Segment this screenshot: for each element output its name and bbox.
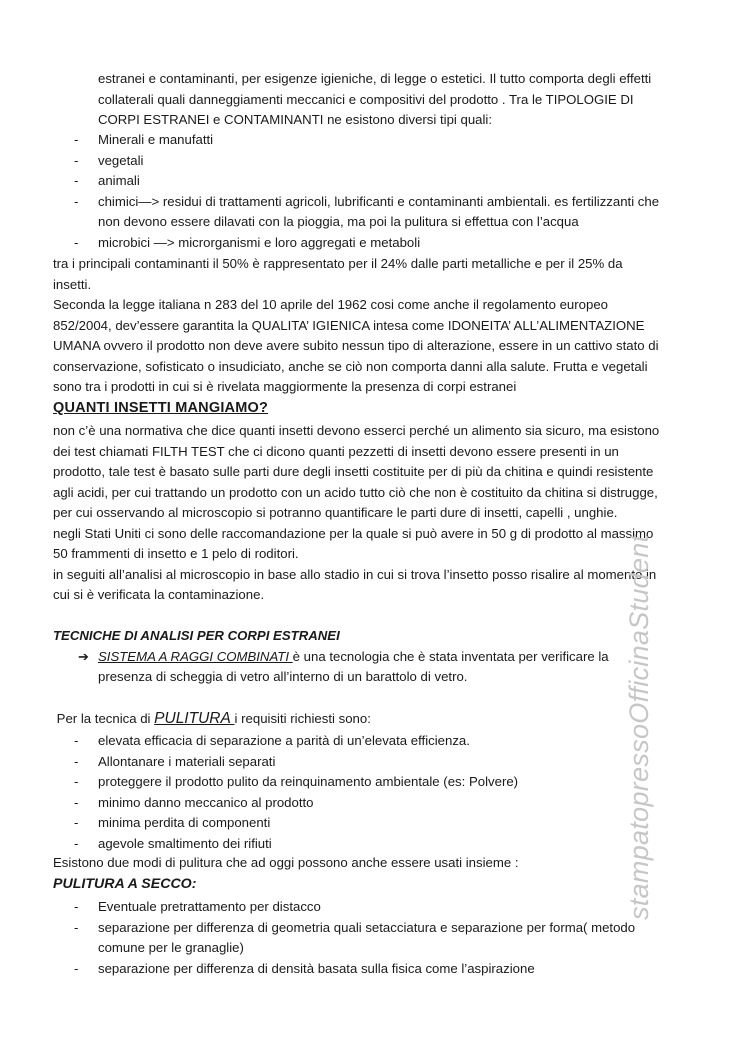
list-item: minimo danno meccanico al prodotto xyxy=(98,794,314,810)
paragraph-line: UMANA ovvero il prodotto non deve avere subito nessun tipo di alterazione, essere in un cattivo stato di xyxy=(53,338,659,353)
list-bullet: - xyxy=(74,234,79,250)
list-item: separazione per differenza di densità basata sulla fisica come l’aspirazione xyxy=(98,960,535,976)
arrow-item-line xyxy=(98,647,609,668)
paragraph-line: dei test chiamati FILTH TEST che ci dicono quanti pezzetti di insetti devono essere presenti in un xyxy=(53,443,619,459)
pulitura-intro-text: i requisiti richiesti sono: xyxy=(234,711,371,726)
list-item: chimici—> residui di trattamenti agricoli, lubrificanti e contaminanti ambientali. es fertilizzanti che xyxy=(98,193,660,209)
paragraph-line: prodotto, tale test è basato sulle parti dure degli insetti costituite per di più da chitina e quindi resistente xyxy=(53,464,654,479)
paragraph-line: in seguiti all’analisi al microscopio in base allo stadio in cui si trova l’insetto posso risalire al momento in xyxy=(53,566,657,582)
arrow-item-text: è una tecnologia che è stata inventata per verificare la xyxy=(292,649,609,664)
section-heading-tecniche: TECNICHE DI ANALISI PER CORPI ESTRANEI xyxy=(53,628,340,643)
list-item: vegetali xyxy=(98,152,144,168)
list-item: Eventuale pretrattamento per distacco xyxy=(98,899,321,914)
list-bullet: - xyxy=(74,173,79,188)
list-bullet: - xyxy=(74,960,79,976)
list-bullet: - xyxy=(74,733,79,748)
paragraph-line: insetti. xyxy=(53,276,92,292)
list-item: separazione per differenza di geometria quali setacciatura e separazione per forma( metodo xyxy=(98,919,636,935)
paragraph-line: tra i principali contaminanti il 50% è rappresentato per il 24% dalle parti metalliche e per il 25% da xyxy=(53,256,623,271)
intro-line: estranei e contaminanti, per esigenze igieniche, di legge o estetici. Il tutto comporta degli effetti xyxy=(98,71,652,86)
list-item: agevole smaltimento dei rifiuti xyxy=(98,835,272,851)
paragraph-line: Seconda la legge italiana n 283 del 10 aprile del 1962 cosi come anche il regolamento europeo xyxy=(53,297,608,312)
paragraph-line: per cui osservando al microscopio si potranno quantificare le parti dure di insetti, capelli , unghie. xyxy=(53,505,618,520)
paragraph-line: sono tra i prodotti in cui si è rivelata maggiormente la presenza di corpi estranei xyxy=(53,379,517,394)
arrow-item-line: presenza di scheggia di vetro all’interno di un barattolo di vetro. xyxy=(98,669,468,684)
paragraph-line: Esistono due modi di pulitura che ad oggi possono anche essere usati insieme : xyxy=(53,855,519,870)
arrow-bullet-icon: ➔ xyxy=(78,649,89,664)
list-bullet: - xyxy=(74,919,79,935)
list-item: non devono essere dilavati con la pioggia, ma poi la pulitura si effettua con l’acqua xyxy=(98,214,579,229)
list-bullet: - xyxy=(74,152,79,168)
arrow-item-term: SISTEMA A RAGGI COMBINATI xyxy=(98,649,293,664)
paragraph-line: negli Stati Uniti ci sono delle raccomandazione per la quale si può avere in 50 g di prodotto al massimo xyxy=(53,525,654,541)
list-bullet: - xyxy=(74,132,79,147)
list-bullet: - xyxy=(74,753,79,769)
list-item: elevata efficacia di separazione a parità di un’elevata efficienza. xyxy=(98,733,470,748)
list-bullet: - xyxy=(74,815,79,830)
paragraph-line: agli acidi, per cui trattando un prodotto con un acido tutto ciò che non è costituito da chitina si distrugge, xyxy=(53,484,658,500)
intro-line: collaterali quali danneggiamenti meccanici e compositivi del prodotto . Tra le TIPOLOGIE DI xyxy=(98,91,634,107)
section-heading-insetti: QUANTI INSETTI MANGIAMO? xyxy=(53,400,269,416)
paragraph-line: conservazione, sofisticato o insudiciato, anche se ciò non comporta danni alla salute. Frutta e vegetali xyxy=(53,358,648,374)
intro-line: CORPI ESTRANEI e CONTAMINANTI ne esistono diversi tipi quali: xyxy=(98,112,493,127)
list-item: microbici —> microrganismi e loro aggregati e metaboli xyxy=(98,234,421,250)
paragraph-line: 852/2004, dev’essere garantita la QUALITA’ IGIENICA intesa come IDONEITA’ ALL’ALIMENTAZIONE xyxy=(53,317,645,333)
list-item: minima perdita di componenti xyxy=(98,815,271,830)
list-bullet: - xyxy=(74,774,79,789)
list-item: Allontanare i materiali separati xyxy=(98,753,276,769)
pulitura-term: PULITURA xyxy=(154,710,235,727)
list-bullet: - xyxy=(74,193,79,209)
watermark-text: stampatopressoOfficinaStudent xyxy=(624,534,654,920)
list-item: animali xyxy=(98,173,140,188)
pulitura-intro-text: Per la tecnica di xyxy=(53,711,155,726)
list-item: comune per le granaglie) xyxy=(98,940,244,955)
list-item: proteggere il prodotto pulito da reinquinamento ambientale (es: Polvere) xyxy=(98,774,519,789)
pulitura-intro-line xyxy=(53,709,371,730)
list-bullet: - xyxy=(74,794,79,810)
paragraph-line: cui si è verificata la contaminazione. xyxy=(53,587,265,602)
section-heading-secco: PULITURA A SECCO: xyxy=(53,876,197,892)
list-bullet: - xyxy=(74,899,79,914)
list-item: Minerali e manufatti xyxy=(98,132,214,147)
paragraph-line: 50 frammenti di insetto e 1 pelo di roditori. xyxy=(53,546,299,561)
list-bullet: - xyxy=(74,835,79,851)
paragraph-line: non c’è una normativa che dice quanti insetti devono esserci perché un alimento sia sicuro, ma esistono xyxy=(53,423,660,438)
